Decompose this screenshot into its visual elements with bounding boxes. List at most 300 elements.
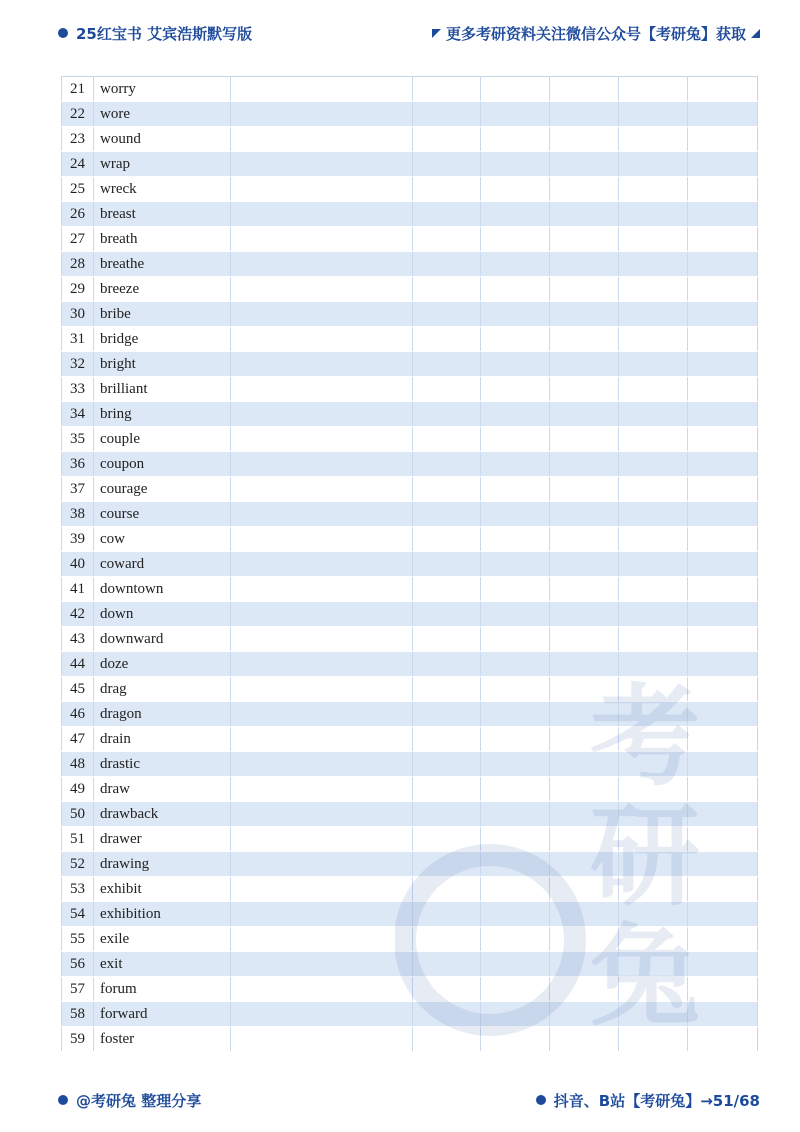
row-word: bridge: [94, 327, 231, 352]
table-row: [62, 527, 758, 552]
blank-answer-cell[interactable]: [619, 652, 688, 677]
blank-answer-cell[interactable]: [481, 152, 550, 177]
blank-answer-cell[interactable]: [688, 677, 758, 702]
blank-answer-cell[interactable]: [619, 427, 688, 452]
blank-answer-cell[interactable]: [231, 227, 413, 252]
blank-answer-cell[interactable]: [619, 677, 688, 702]
table-row: [62, 952, 758, 977]
table-row: [62, 402, 758, 427]
blank-answer-cell[interactable]: [231, 502, 413, 527]
blank-answer-cell[interactable]: [413, 477, 481, 502]
bullet-dot-icon: [536, 1095, 546, 1105]
blank-answer-cell[interactable]: [481, 652, 550, 677]
blank-answer-cell[interactable]: [550, 427, 619, 452]
blank-answer-cell[interactable]: [619, 252, 688, 277]
blank-answer-cell[interactable]: [619, 527, 688, 552]
blank-answer-cell[interactable]: [688, 77, 758, 102]
blank-answer-cell[interactable]: [688, 477, 758, 502]
blank-answer-cell[interactable]: [231, 727, 413, 752]
row-number: 44: [62, 652, 94, 677]
blank-answer-cell[interactable]: [481, 577, 550, 602]
blank-answer-cell[interactable]: [231, 402, 413, 427]
row-number: 49: [62, 777, 94, 802]
blank-answer-cell[interactable]: [231, 927, 413, 952]
blank-answer-cell[interactable]: [550, 352, 619, 377]
blank-answer-cell[interactable]: [688, 552, 758, 577]
vocab-table-body: [62, 77, 758, 1052]
blank-answer-cell[interactable]: [481, 627, 550, 652]
blank-answer-cell[interactable]: [619, 402, 688, 427]
blank-answer-cell[interactable]: [481, 402, 550, 427]
blank-answer-cell[interactable]: [619, 877, 688, 902]
blank-answer-cell[interactable]: [413, 402, 481, 427]
row-number: 33: [62, 377, 94, 402]
blank-answer-cell[interactable]: [550, 802, 619, 827]
blank-answer-cell[interactable]: [231, 1027, 413, 1052]
blank-answer-cell[interactable]: [688, 627, 758, 652]
blank-answer-cell[interactable]: [688, 352, 758, 377]
row-word: drawing: [94, 852, 231, 877]
row-number: 31: [62, 327, 94, 352]
blank-answer-cell[interactable]: [688, 852, 758, 877]
blank-answer-cell[interactable]: [550, 527, 619, 552]
blank-answer-cell[interactable]: [481, 952, 550, 977]
row-word: breath: [94, 227, 231, 252]
blank-answer-cell[interactable]: [550, 752, 619, 777]
table-row: [62, 802, 758, 827]
row-number: 42: [62, 602, 94, 627]
blank-answer-cell[interactable]: [413, 252, 481, 277]
blank-answer-cell[interactable]: [413, 902, 481, 927]
blank-answer-cell[interactable]: [481, 77, 550, 102]
blank-answer-cell[interactable]: [231, 552, 413, 577]
table-row: [62, 477, 758, 502]
blank-answer-cell[interactable]: [688, 952, 758, 977]
blank-answer-cell[interactable]: [688, 1002, 758, 1027]
blank-answer-cell[interactable]: [413, 177, 481, 202]
blank-answer-cell[interactable]: [619, 577, 688, 602]
blank-answer-cell[interactable]: [619, 277, 688, 302]
row-word: breathe: [94, 252, 231, 277]
blank-answer-cell[interactable]: [413, 427, 481, 452]
row-number: 52: [62, 852, 94, 877]
blank-answer-cell[interactable]: [550, 627, 619, 652]
row-number: 30: [62, 302, 94, 327]
blank-answer-cell[interactable]: [231, 677, 413, 702]
blank-answer-cell[interactable]: [413, 527, 481, 552]
blank-answer-cell[interactable]: [688, 277, 758, 302]
blank-answer-cell[interactable]: [550, 202, 619, 227]
table-row: [62, 77, 758, 102]
blank-answer-cell[interactable]: [688, 752, 758, 777]
blank-answer-cell[interactable]: [550, 827, 619, 852]
blank-answer-cell[interactable]: [413, 227, 481, 252]
blank-answer-cell[interactable]: [231, 202, 413, 227]
blank-answer-cell[interactable]: [231, 77, 413, 102]
blank-answer-cell[interactable]: [688, 327, 758, 352]
row-word: bribe: [94, 302, 231, 327]
blank-answer-cell[interactable]: [688, 577, 758, 602]
row-number: 29: [62, 277, 94, 302]
blank-answer-cell[interactable]: [481, 802, 550, 827]
blank-answer-cell[interactable]: [619, 202, 688, 227]
blank-answer-cell[interactable]: [481, 852, 550, 877]
blank-answer-cell[interactable]: [619, 852, 688, 877]
blank-answer-cell[interactable]: [413, 577, 481, 602]
blank-answer-cell[interactable]: [550, 227, 619, 252]
blank-answer-cell[interactable]: [688, 527, 758, 552]
blank-answer-cell[interactable]: [550, 777, 619, 802]
blank-answer-cell[interactable]: [413, 202, 481, 227]
blank-answer-cell[interactable]: [550, 402, 619, 427]
blank-answer-cell[interactable]: [619, 977, 688, 1002]
blank-answer-cell[interactable]: [688, 227, 758, 252]
blank-answer-cell[interactable]: [619, 627, 688, 652]
blank-answer-cell[interactable]: [550, 177, 619, 202]
row-word: downtown: [94, 577, 231, 602]
blank-answer-cell[interactable]: [688, 827, 758, 852]
blank-answer-cell[interactable]: [550, 652, 619, 677]
blank-answer-cell[interactable]: [413, 927, 481, 952]
blank-answer-cell[interactable]: [550, 1002, 619, 1027]
blank-answer-cell[interactable]: [550, 377, 619, 402]
blank-answer-cell[interactable]: [619, 502, 688, 527]
blank-answer-cell[interactable]: [619, 902, 688, 927]
blank-answer-cell[interactable]: [619, 452, 688, 477]
blank-answer-cell[interactable]: [688, 652, 758, 677]
blank-answer-cell[interactable]: [481, 502, 550, 527]
table-row: [62, 927, 758, 952]
blank-answer-cell[interactable]: [688, 452, 758, 477]
corner-triangle-icon: [432, 29, 441, 38]
blank-answer-cell[interactable]: [688, 502, 758, 527]
blank-answer-cell[interactable]: [413, 452, 481, 477]
row-number: 58: [62, 1002, 94, 1027]
blank-answer-cell[interactable]: [413, 602, 481, 627]
blank-answer-cell[interactable]: [231, 452, 413, 477]
row-number: 39: [62, 527, 94, 552]
row-word: bright: [94, 352, 231, 377]
footer-credit: @考研兔 整理分享: [76, 1091, 202, 1110]
table-row: [62, 152, 758, 177]
blank-answer-cell[interactable]: [481, 552, 550, 577]
blank-answer-cell[interactable]: [481, 927, 550, 952]
blank-answer-cell[interactable]: [231, 652, 413, 677]
blank-answer-cell[interactable]: [231, 752, 413, 777]
row-number: 26: [62, 202, 94, 227]
blank-answer-cell[interactable]: [481, 602, 550, 627]
blank-answer-cell[interactable]: [688, 102, 758, 127]
blank-answer-cell[interactable]: [688, 302, 758, 327]
blank-answer-cell[interactable]: [619, 77, 688, 102]
table-row: [62, 902, 758, 927]
blank-answer-cell[interactable]: [481, 902, 550, 927]
vocab-table-container: [61, 76, 757, 1052]
blank-answer-cell[interactable]: [481, 202, 550, 227]
blank-answer-cell[interactable]: [550, 302, 619, 327]
row-word: downward: [94, 627, 231, 652]
row-word: down: [94, 602, 231, 627]
blank-answer-cell[interactable]: [688, 127, 758, 152]
blank-answer-cell[interactable]: [481, 777, 550, 802]
blank-answer-cell[interactable]: [413, 302, 481, 327]
blank-answer-cell[interactable]: [413, 752, 481, 777]
blank-answer-cell[interactable]: [688, 902, 758, 927]
blank-answer-cell[interactable]: [231, 602, 413, 627]
blank-answer-cell[interactable]: [413, 852, 481, 877]
blank-answer-cell[interactable]: [413, 977, 481, 1002]
blank-answer-cell[interactable]: [231, 177, 413, 202]
row-number: 51: [62, 827, 94, 852]
header-right: [432, 22, 760, 44]
blank-answer-cell[interactable]: [619, 752, 688, 777]
bullet-dot-icon: [58, 1095, 68, 1105]
blank-answer-cell[interactable]: [550, 252, 619, 277]
blank-answer-cell[interactable]: [481, 827, 550, 852]
blank-answer-cell[interactable]: [619, 102, 688, 127]
blank-answer-cell[interactable]: [481, 452, 550, 477]
blank-answer-cell[interactable]: [619, 302, 688, 327]
footer-left: [58, 1089, 201, 1111]
row-number: 23: [62, 127, 94, 152]
blank-answer-cell[interactable]: [619, 777, 688, 802]
blank-answer-cell[interactable]: [413, 352, 481, 377]
blank-answer-cell[interactable]: [688, 727, 758, 752]
table-row: [62, 227, 758, 252]
blank-answer-cell[interactable]: [550, 727, 619, 752]
blank-answer-cell[interactable]: [481, 752, 550, 777]
blank-answer-cell[interactable]: [231, 477, 413, 502]
blank-answer-cell[interactable]: [481, 252, 550, 277]
blank-answer-cell[interactable]: [550, 902, 619, 927]
table-row: [62, 452, 758, 477]
table-row: [62, 652, 758, 677]
blank-answer-cell[interactable]: [619, 227, 688, 252]
blank-answer-cell[interactable]: [619, 727, 688, 752]
blank-answer-cell[interactable]: [619, 602, 688, 627]
blank-answer-cell[interactable]: [231, 527, 413, 552]
blank-answer-cell[interactable]: [231, 977, 413, 1002]
blank-answer-cell[interactable]: [550, 1027, 619, 1052]
blank-answer-cell[interactable]: [619, 327, 688, 352]
blank-answer-cell[interactable]: [550, 102, 619, 127]
blank-answer-cell[interactable]: [481, 877, 550, 902]
blank-answer-cell[interactable]: [413, 327, 481, 352]
blank-answer-cell[interactable]: [619, 552, 688, 577]
blank-answer-cell[interactable]: [619, 702, 688, 727]
blank-answer-cell[interactable]: [688, 427, 758, 452]
blank-answer-cell[interactable]: [481, 127, 550, 152]
row-word: exit: [94, 952, 231, 977]
blank-answer-cell[interactable]: [688, 777, 758, 802]
blank-answer-cell[interactable]: [481, 177, 550, 202]
blank-answer-cell[interactable]: [481, 377, 550, 402]
blank-answer-cell[interactable]: [688, 252, 758, 277]
blank-answer-cell[interactable]: [413, 952, 481, 977]
blank-answer-cell[interactable]: [619, 952, 688, 977]
blank-answer-cell[interactable]: [481, 227, 550, 252]
blank-answer-cell[interactable]: [413, 827, 481, 852]
blank-answer-cell[interactable]: [688, 602, 758, 627]
blank-answer-cell[interactable]: [413, 77, 481, 102]
blank-answer-cell[interactable]: [550, 877, 619, 902]
blank-answer-cell[interactable]: [231, 577, 413, 602]
blank-answer-cell[interactable]: [231, 877, 413, 902]
blank-answer-cell[interactable]: [550, 502, 619, 527]
blank-answer-cell[interactable]: [413, 1027, 481, 1052]
table-row: [62, 427, 758, 452]
blank-answer-cell[interactable]: [481, 1027, 550, 1052]
table-row: [62, 877, 758, 902]
blank-answer-cell[interactable]: [619, 152, 688, 177]
blank-answer-cell[interactable]: [231, 102, 413, 127]
blank-answer-cell[interactable]: [413, 552, 481, 577]
row-word: drawback: [94, 802, 231, 827]
row-number: 36: [62, 452, 94, 477]
blank-answer-cell[interactable]: [231, 1002, 413, 1027]
blank-answer-cell[interactable]: [688, 1027, 758, 1052]
blank-answer-cell[interactable]: [550, 77, 619, 102]
blank-answer-cell[interactable]: [688, 702, 758, 727]
blank-answer-cell[interactable]: [688, 977, 758, 1002]
blank-answer-cell[interactable]: [550, 927, 619, 952]
blank-answer-cell[interactable]: [619, 827, 688, 852]
row-word: exhibit: [94, 877, 231, 902]
table-row: [62, 302, 758, 327]
blank-answer-cell[interactable]: [481, 677, 550, 702]
table-row: [62, 202, 758, 227]
blank-answer-cell[interactable]: [413, 277, 481, 302]
blank-answer-cell[interactable]: [231, 902, 413, 927]
blank-answer-cell[interactable]: [619, 352, 688, 377]
blank-answer-cell[interactable]: [413, 802, 481, 827]
row-word: couple: [94, 427, 231, 452]
blank-answer-cell[interactable]: [619, 927, 688, 952]
blank-answer-cell[interactable]: [550, 577, 619, 602]
blank-answer-cell[interactable]: [481, 477, 550, 502]
blank-answer-cell[interactable]: [231, 352, 413, 377]
blank-answer-cell[interactable]: [688, 402, 758, 427]
blank-answer-cell[interactable]: [231, 852, 413, 877]
table-row: [62, 352, 758, 377]
row-word: draw: [94, 777, 231, 802]
blank-answer-cell[interactable]: [550, 152, 619, 177]
blank-answer-cell[interactable]: [231, 802, 413, 827]
blank-answer-cell[interactable]: [231, 377, 413, 402]
blank-answer-cell[interactable]: [481, 702, 550, 727]
blank-answer-cell[interactable]: [619, 802, 688, 827]
blank-answer-cell[interactable]: [550, 977, 619, 1002]
blank-answer-cell[interactable]: [481, 102, 550, 127]
blank-answer-cell[interactable]: [413, 377, 481, 402]
blank-answer-cell[interactable]: [619, 377, 688, 402]
blank-answer-cell[interactable]: [231, 152, 413, 177]
blank-answer-cell[interactable]: [413, 652, 481, 677]
blank-answer-cell[interactable]: [413, 152, 481, 177]
blank-answer-cell[interactable]: [550, 677, 619, 702]
blank-answer-cell[interactable]: [413, 102, 481, 127]
blank-answer-cell[interactable]: [688, 177, 758, 202]
blank-answer-cell[interactable]: [413, 702, 481, 727]
blank-answer-cell[interactable]: [231, 777, 413, 802]
blank-answer-cell[interactable]: [619, 1027, 688, 1052]
blank-answer-cell[interactable]: [619, 1002, 688, 1027]
blank-answer-cell[interactable]: [231, 427, 413, 452]
blank-answer-cell[interactable]: [231, 277, 413, 302]
blank-answer-cell[interactable]: [688, 927, 758, 952]
blank-answer-cell[interactable]: [481, 977, 550, 1002]
blank-answer-cell[interactable]: [481, 327, 550, 352]
row-word: wound: [94, 127, 231, 152]
blank-answer-cell[interactable]: [413, 727, 481, 752]
row-word: worry: [94, 77, 231, 102]
blank-answer-cell[interactable]: [688, 202, 758, 227]
header-title: 25红宝书 艾宾浩斯默写版: [76, 24, 253, 43]
blank-answer-cell[interactable]: [231, 252, 413, 277]
blank-answer-cell[interactable]: [550, 702, 619, 727]
blank-answer-cell[interactable]: [550, 852, 619, 877]
blank-answer-cell[interactable]: [550, 277, 619, 302]
blank-answer-cell[interactable]: [413, 777, 481, 802]
row-word: bring: [94, 402, 231, 427]
blank-answer-cell[interactable]: [619, 127, 688, 152]
blank-answer-cell[interactable]: [550, 477, 619, 502]
blank-answer-cell[interactable]: [231, 127, 413, 152]
footer-page-info: 抖音、B站【考研兔】→51/68: [553, 1091, 760, 1110]
blank-answer-cell[interactable]: [688, 377, 758, 402]
row-number: 32: [62, 352, 94, 377]
blank-answer-cell[interactable]: [550, 452, 619, 477]
blank-answer-cell[interactable]: [231, 327, 413, 352]
blank-answer-cell[interactable]: [413, 127, 481, 152]
table-row: [62, 677, 758, 702]
blank-answer-cell[interactable]: [550, 602, 619, 627]
bullet-dot-icon: [58, 28, 68, 38]
row-word: brilliant: [94, 377, 231, 402]
row-number: 27: [62, 227, 94, 252]
row-number: 25: [62, 177, 94, 202]
blank-answer-cell[interactable]: [413, 677, 481, 702]
blank-answer-cell[interactable]: [550, 952, 619, 977]
row-number: 55: [62, 927, 94, 952]
blank-answer-cell[interactable]: [231, 952, 413, 977]
blank-answer-cell[interactable]: [231, 827, 413, 852]
blank-answer-cell[interactable]: [231, 302, 413, 327]
blank-answer-cell[interactable]: [231, 627, 413, 652]
blank-answer-cell[interactable]: [688, 877, 758, 902]
blank-answer-cell[interactable]: [550, 552, 619, 577]
row-word: coward: [94, 552, 231, 577]
blank-answer-cell[interactable]: [481, 352, 550, 377]
blank-answer-cell[interactable]: [688, 152, 758, 177]
blank-answer-cell[interactable]: [413, 877, 481, 902]
blank-answer-cell[interactable]: [481, 302, 550, 327]
blank-answer-cell[interactable]: [550, 327, 619, 352]
blank-answer-cell[interactable]: [413, 502, 481, 527]
blank-answer-cell[interactable]: [481, 427, 550, 452]
blank-answer-cell[interactable]: [688, 802, 758, 827]
blank-answer-cell[interactable]: [413, 627, 481, 652]
blank-answer-cell[interactable]: [413, 1002, 481, 1027]
blank-answer-cell[interactable]: [481, 527, 550, 552]
blank-answer-cell[interactable]: [481, 1002, 550, 1027]
blank-answer-cell[interactable]: [481, 277, 550, 302]
blank-answer-cell[interactable]: [619, 177, 688, 202]
blank-answer-cell[interactable]: [231, 702, 413, 727]
blank-answer-cell[interactable]: [481, 727, 550, 752]
blank-answer-cell[interactable]: [619, 477, 688, 502]
blank-answer-cell[interactable]: [550, 127, 619, 152]
